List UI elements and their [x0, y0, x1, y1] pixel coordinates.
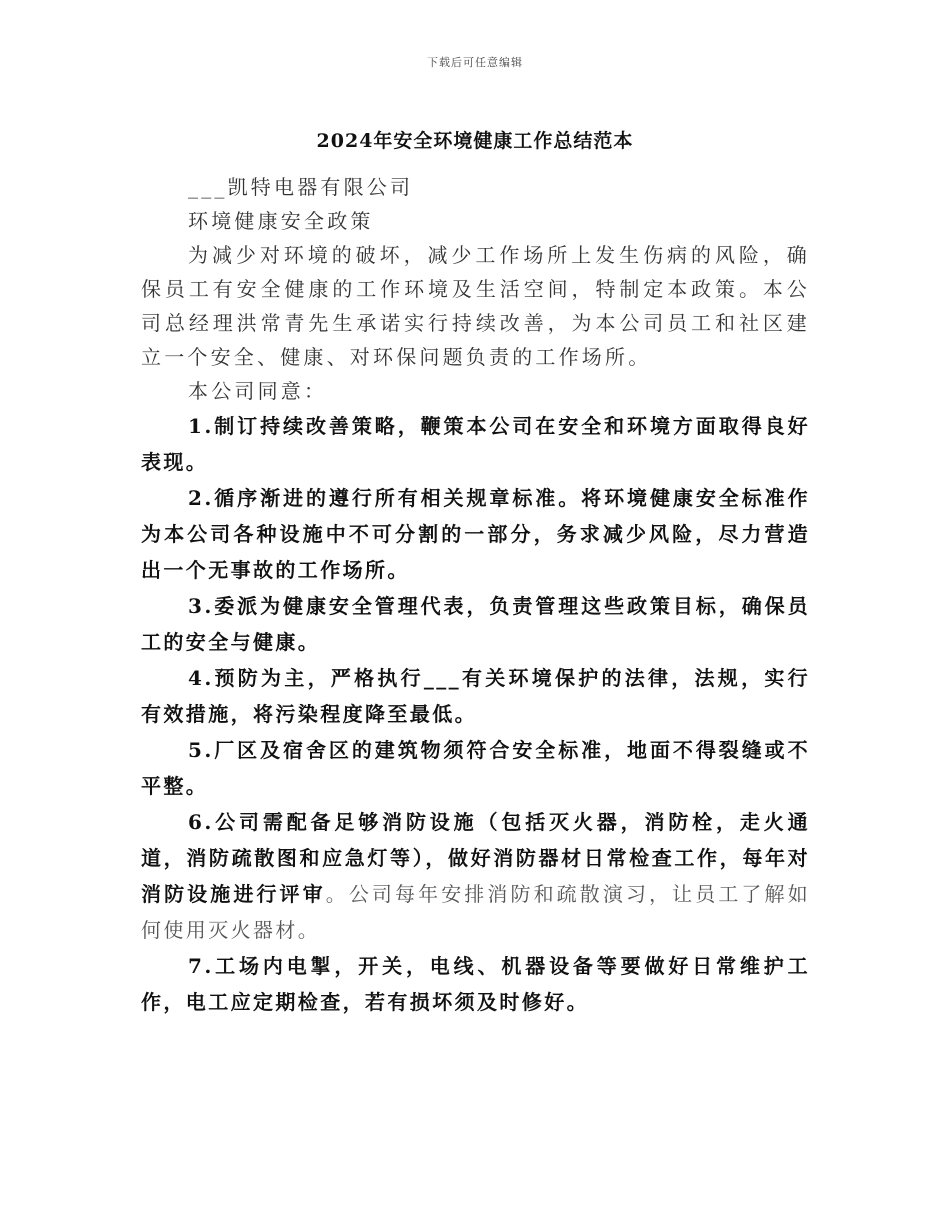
policy-heading: 环境健康安全政策 — [188, 209, 374, 233]
policy-item-6 — [141, 804, 810, 948]
intro-paragraph: 为减少对环境的破坏，减少工作场所上发生伤病的风险，确保员工有安全健康的工作环境及生活空间，特制定本政策。本公司总经理洪常青先生承诺实行持续改善，为本公司员工和社区建立一个安全、健康、对环保问题负责的工作场所。 — [141, 243, 810, 369]
policy-item-1: 1.制订持续改善策略，鞭策本公司在安全和环境方面取得良好表现。 — [141, 414, 810, 474]
agree-line: 本公司同意： — [188, 379, 328, 403]
policy-item-6-light: 。公司每年安排消防和疏散演习，让员工了解如何使用灭火器材。 — [141, 882, 810, 942]
policy-item-2: 2.循序渐进的遵行所有相关规章标准。将环境健康安全标准作为本公司各种设施中不可分割的一部分，务求减少风险，尽力营造出一个无事故的工作场所。 — [141, 486, 810, 582]
company-line: ___凯特电器有限公司 — [188, 175, 414, 199]
policy-item-3: 3.委派为健康安全管理代表，负责管理这些政策目标，确保员工的安全与健康。 — [141, 594, 810, 654]
policy-item-4: 4.预防为主，严格执行___有关环境保护的法律，法规，实行有效措施，将污染程度降至最低。 — [141, 666, 810, 726]
header-note: 下载后可任意编辑 — [427, 56, 523, 69]
document-body — [141, 170, 810, 1020]
document-title: 2024年安全环境健康工作总结范本 — [316, 130, 634, 152]
policy-item-7: 7.工场内电掣，开关，电线、机器设备等要做好日常维护工作，电工应定期检查，若有损坏须及时修好。 — [141, 954, 810, 1014]
policy-item-5: 5.厂区及宿舍区的建筑物须符合安全标准，地面不得裂缝或不平整。 — [141, 738, 810, 798]
policy-item-6-bold: 6.公司需配备足够消防设施（包括灭火器，消防栓，走火通道，消防疏散图和应急灯等），做好消防器材日常检查工作，每年对消防设施进行评审 — [141, 810, 810, 906]
